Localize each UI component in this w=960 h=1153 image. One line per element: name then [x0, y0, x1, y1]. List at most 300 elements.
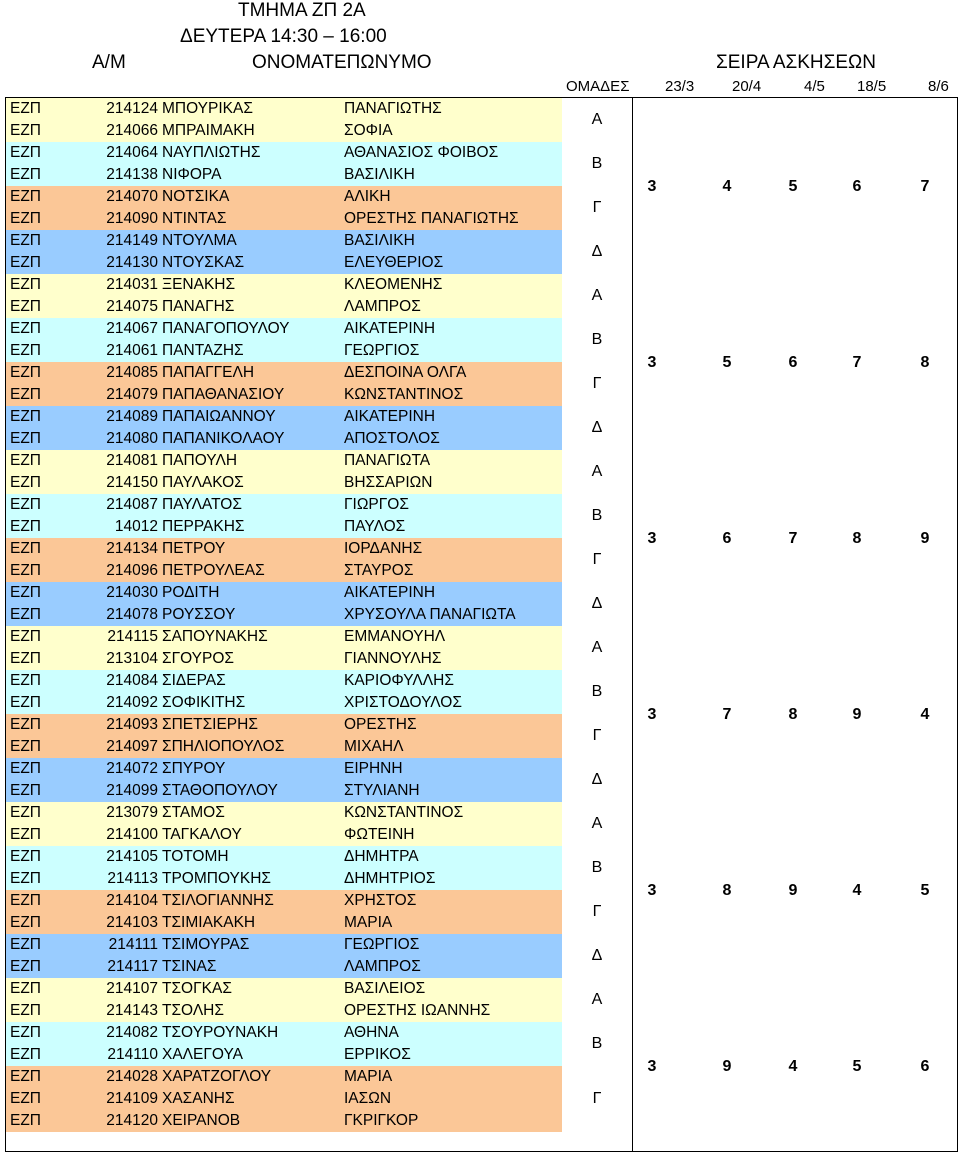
name-cell: ΑΘΗΝΑ [344, 1024, 399, 1041]
group-label: Α [591, 991, 603, 1008]
surname-cell: ΤΣΙΜΙΑΚΑΚΗ [162, 914, 256, 931]
surname-cell: ΝΑΥΠΛΙΩΤΗΣ [162, 144, 261, 161]
group-label: Α [591, 111, 603, 128]
series-value: 5 [852, 1058, 862, 1075]
dept-cell: ΕΖΠ [10, 738, 41, 755]
column-header-series: ΣΕΙΡΑ ΑΣΚΗΣΕΩΝ [716, 52, 876, 73]
dept-cell: ΕΖΠ [10, 848, 41, 865]
surname-cell: ΤΣΙΜΟΥΡΑΣ [162, 936, 250, 953]
table-row [6, 362, 562, 384]
date-header-2: 20/4 [732, 78, 762, 95]
table-row [6, 736, 562, 758]
name-cell: ΜΑΡΙΑ [344, 914, 393, 931]
am-cell: 214113 [107, 870, 158, 887]
series-value: 3 [647, 354, 657, 371]
surname-cell: ΧΑΛΕΓΟΥΑ [162, 1046, 243, 1063]
table-row [6, 648, 562, 670]
name-cell: ΓΕΩΡΓΙΟΣ [344, 342, 420, 359]
dept-cell: ΕΖΠ [10, 892, 41, 909]
dept-cell: ΕΖΠ [10, 562, 41, 579]
name-cell: ΣΤΑΥΡΟΣ [344, 562, 414, 579]
series-value: 9 [722, 1058, 732, 1075]
dept-cell: ΕΖΠ [10, 452, 41, 469]
surname-cell: ΧΑΡΑΤΖΟΓΛΟΥ [162, 1068, 272, 1085]
series-value: 7 [852, 354, 862, 371]
surname-cell: ΤΡΟΜΠΟΥΚΗΣ [162, 870, 271, 887]
surname-cell: ΠΑΠΟΥΛΗ [162, 452, 238, 469]
name-cell: ΟΡΕΣΤΗΣ [344, 716, 417, 733]
series-value: 7 [920, 178, 930, 195]
dept-cell: ΕΖΠ [10, 364, 41, 381]
am-cell: 214097 [106, 738, 158, 755]
table-row [6, 978, 562, 1000]
name-cell: ΚΛΕΟΜΕΝΗΣ [344, 276, 443, 293]
group-cell [562, 1066, 632, 1132]
am-cell: 214078 [106, 606, 158, 623]
series-row [632, 528, 957, 550]
series-value: 7 [788, 530, 798, 547]
table-row [6, 560, 562, 582]
name-cell: ΒΑΣΙΛΕΙΟΣ [344, 980, 426, 997]
name-cell: ΠΑΝΑΓΙΩΤΗΣ [344, 100, 442, 117]
table-row [6, 670, 562, 692]
am-cell: 214143 [106, 1002, 158, 1019]
am-cell: 214084 [106, 672, 158, 689]
dept-cell: ΕΖΠ [10, 1046, 41, 1063]
table-row [6, 846, 562, 868]
am-cell: 214111 [108, 936, 158, 953]
surname-cell: ΠΕΡΡΑΚΗΣ [162, 518, 245, 535]
group-cell [562, 670, 632, 714]
table-row [6, 164, 562, 186]
name-cell: ΑΘΑΝΑΣΙΟΣ ΦΟΙΒΟΣ [344, 144, 499, 161]
surname-cell: ΠΑΠΑΘΑΝΑΣΙΟΥ [162, 386, 285, 403]
group-label: Β [591, 507, 603, 524]
table-row [6, 318, 562, 340]
name-cell: ΑΛΙΚΗ [344, 188, 391, 205]
dept-cell: ΕΖΠ [10, 298, 41, 315]
page-title: ΤΜΗΜΑ ΖΠ 2Α [238, 0, 366, 21]
table-row [6, 142, 562, 164]
surname-cell: ΡΟΔΙΤΗ [162, 584, 220, 601]
table-row [6, 1000, 562, 1022]
group-cell [562, 890, 632, 934]
am-cell: 214150 [106, 474, 158, 491]
surname-cell: ΣΤΑΜΟΣ [162, 804, 225, 821]
group-cell [562, 450, 632, 494]
name-cell: ΧΡΗΣΤΟΣ [344, 892, 417, 909]
name-cell: ΕΜΜΑΝΟΥΗΛ [344, 628, 446, 645]
group-cell [562, 846, 632, 890]
series-value: 6 [788, 354, 798, 371]
am-cell: 213104 [106, 650, 158, 667]
dept-cell: ΕΖΠ [10, 782, 41, 799]
group-cell [562, 318, 632, 362]
group-label: Δ [591, 947, 603, 964]
table-border-right [957, 97, 958, 1152]
surname-cell: ΞΕΝΑΚΗΣ [162, 276, 236, 293]
series-row [632, 704, 957, 726]
dept-cell: ΕΖΠ [10, 1068, 41, 1085]
surname-cell: ΧΕΙΡΑΝΟΒ [162, 1112, 241, 1129]
am-cell: 214107 [106, 980, 158, 997]
group-cell [562, 186, 632, 230]
am-cell: 214079 [106, 386, 158, 403]
table-row [6, 1022, 562, 1044]
name-cell: ΚΩΝΣΤΑΝΤΙΝΟΣ [344, 386, 464, 403]
series-value: 6 [722, 530, 732, 547]
dept-cell: ΕΖΠ [10, 474, 41, 491]
am-cell: 214115 [107, 628, 158, 645]
series-row [632, 1056, 957, 1078]
table-row [6, 296, 562, 318]
surname-cell: ΤΣΙΝΑΣ [162, 958, 217, 975]
am-cell: 214064 [106, 144, 158, 161]
name-cell: ΙΑΣΩΝ [344, 1090, 392, 1107]
group-label: Α [591, 815, 603, 832]
surname-cell: ΜΠΟΥΡΙΚΑΣ [162, 100, 253, 117]
name-cell: ΛΑΜΠΡΟΣ [344, 298, 421, 315]
table-row [6, 472, 562, 494]
dept-cell: ΕΖΠ [10, 1024, 41, 1041]
dept-cell: ΕΖΠ [10, 584, 41, 601]
surname-cell: ΣΤΑΘΟΠΟΥΛΟΥ [162, 782, 278, 799]
group-label: Α [591, 639, 603, 656]
dept-cell: ΕΖΠ [10, 936, 41, 953]
name-cell: ΑΙΚΑΤΕΡΙΝΗ [344, 584, 436, 601]
name-cell: ΔΗΜΗΤΡΑ [344, 848, 419, 865]
am-cell: 214066 [106, 122, 158, 139]
group-cell [562, 714, 632, 758]
surname-cell: ΣΠΗΛΙΟΠΟΥΛΟΣ [162, 738, 285, 755]
dept-cell: ΕΖΠ [10, 276, 41, 293]
table-row [6, 340, 562, 362]
am-cell: 214110 [107, 1046, 158, 1063]
am-cell: 214134 [106, 540, 158, 557]
surname-cell: ΝΙΦΟΡΑ [162, 166, 222, 183]
surname-cell: ΤΣΟΛΗΣ [162, 1002, 224, 1019]
name-cell: ΑΙΚΑΤΕΡΙΝΗ [344, 320, 436, 337]
dept-cell: ΕΖΠ [10, 100, 41, 117]
name-cell: ΦΩΤΕΙΝΗ [344, 826, 415, 843]
series-value: 8 [920, 354, 930, 371]
am-cell: 214130 [106, 254, 158, 271]
dept-cell: ΕΖΠ [10, 672, 41, 689]
date-header-3: 4/5 [804, 78, 825, 95]
surname-cell: ΣΠΕΤΣΙΕΡΗΣ [162, 716, 258, 733]
am-cell: 214093 [106, 716, 158, 733]
surname-cell: ΣΙΔΕΡΑΣ [162, 672, 226, 689]
dept-cell: ΕΖΠ [10, 804, 41, 821]
surname-cell: ΠΑΠΑΓΓΕΛΗ [162, 364, 255, 381]
table-row [6, 274, 562, 296]
surname-cell: ΤΑΓΚΑΛΟΥ [162, 826, 242, 843]
group-cell [562, 538, 632, 582]
dept-cell: ΕΖΠ [10, 826, 41, 843]
group-cell [562, 274, 632, 318]
dept-cell: ΕΖΠ [10, 1112, 41, 1129]
group-cell [562, 582, 632, 626]
am-cell: 214105 [106, 848, 158, 865]
name-cell: ΑΠΟΣΤΟΛΟΣ [344, 430, 440, 447]
dept-cell: ΕΖΠ [10, 958, 41, 975]
table-row [6, 120, 562, 142]
series-value: 6 [920, 1058, 930, 1075]
name-cell: ΧΡΥΣΟΥΛΑ ΠΑΝΑΓΙΩΤΑ [344, 606, 516, 623]
name-cell: ΔΗΜΗΤΡΙΟΣ [344, 870, 436, 887]
dept-cell: ΕΖΠ [10, 144, 41, 161]
am-cell: 214031 [106, 276, 158, 293]
surname-cell: ΠΑΠΑΝΙΚΟΛΑΟΥ [162, 430, 285, 447]
name-cell: ΒΑΣΙΛΙΚΗ [344, 232, 415, 249]
name-cell: ΒΑΣΙΛΙΚΗ [344, 166, 415, 183]
name-cell: ΕΛΕΥΘΕΡΙΟΣ [344, 254, 444, 271]
table-row [6, 516, 562, 538]
surname-cell: ΠΑΠΑΙΩΑΝΝΟΥ [162, 408, 276, 425]
name-cell: ΙΟΡΔΑΝΗΣ [344, 540, 423, 557]
name-cell: ΜΑΡΙΑ [344, 1068, 393, 1085]
table-row [6, 780, 562, 802]
group-label: Γ [592, 1090, 602, 1107]
am-cell: 214117 [107, 958, 158, 975]
am-cell: 214075 [106, 298, 158, 315]
group-cell [562, 1022, 632, 1066]
group-label: Δ [591, 243, 603, 260]
dept-cell: ΕΖΠ [10, 606, 41, 623]
group-cell [562, 758, 632, 802]
surname-cell: ΤΣΙΛΟΓΙΑΝΝΗΣ [162, 892, 274, 909]
dept-cell: ΕΖΠ [10, 232, 41, 249]
name-cell: ΓΙΩΡΓΟΣ [344, 496, 409, 513]
group-label: Β [591, 683, 603, 700]
date-header-4: 18/5 [857, 78, 887, 95]
surname-cell: ΠΑΥΛΑΚΟΣ [162, 474, 244, 491]
table-row [6, 956, 562, 978]
table-row [6, 428, 562, 450]
dept-cell: ΕΖΠ [10, 914, 41, 931]
series-value: 6 [852, 178, 862, 195]
table-row [6, 582, 562, 604]
am-cell: 214072 [106, 760, 158, 777]
group-cell [562, 230, 632, 274]
dept-cell: ΕΖΠ [10, 122, 41, 139]
dept-cell: ΕΖΠ [10, 386, 41, 403]
am-cell: 214089 [106, 408, 158, 425]
group-cell [562, 362, 632, 406]
surname-cell: ΧΑΣΑΝΗΣ [162, 1090, 235, 1107]
table-row [6, 824, 562, 846]
surname-cell: ΝΟΤΣΙΚΑ [162, 188, 230, 205]
table-row [6, 890, 562, 912]
table-row [6, 714, 562, 736]
surname-cell: ΣΑΠΟΥΝΑΚΗΣ [162, 628, 268, 645]
series-value: 7 [722, 706, 732, 723]
group-cell [562, 142, 632, 186]
am-cell: 214103 [106, 914, 158, 931]
dept-cell: ΕΖΠ [10, 716, 41, 733]
table-row [6, 934, 562, 956]
dept-cell: ΕΖΠ [10, 166, 41, 183]
am-cell: 214096 [106, 562, 158, 579]
group-label: Β [591, 331, 603, 348]
table-row [6, 186, 562, 208]
surname-cell: ΣΓΟΥΡΟΣ [162, 650, 234, 667]
am-cell: 214087 [106, 496, 158, 513]
name-cell: ΧΡΙΣΤΟΔΟΥΛΟΣ [344, 694, 462, 711]
am-cell: 213079 [106, 804, 158, 821]
table-row [6, 1066, 562, 1088]
am-cell: 214080 [106, 430, 158, 447]
table-row [6, 384, 562, 406]
series-row [632, 176, 957, 198]
name-cell: ΕΡΡΙΚΟΣ [344, 1046, 411, 1063]
group-label: Δ [591, 771, 603, 788]
group-label: Γ [592, 727, 602, 744]
table-border-mid [632, 97, 633, 1152]
dept-cell: ΕΖΠ [10, 694, 41, 711]
table-row [6, 758, 562, 780]
table-row [6, 252, 562, 274]
table-row [6, 604, 562, 626]
series-value: 3 [647, 1058, 657, 1075]
am-cell: 214030 [106, 584, 158, 601]
group-label: Α [591, 463, 603, 480]
column-header-name: ΟΝΟΜΑΤΕΠΩΝΥΜΟ [252, 52, 432, 73]
series-row [632, 352, 957, 374]
surname-cell: ΤΣΟΓΚΑΣ [162, 980, 232, 997]
group-label: Γ [592, 375, 602, 392]
surname-cell: ΠΑΝΤΑΖΗΣ [162, 342, 244, 359]
surname-cell: ΝΤΙΝΤΑΣ [162, 210, 227, 227]
group-label: Α [591, 287, 603, 304]
dept-cell: ΕΖΠ [10, 650, 41, 667]
group-label: Γ [592, 199, 602, 216]
series-value: 9 [852, 706, 862, 723]
name-cell: ΔΕΣΠΟΙΝΑ ΟΛΓΑ [344, 364, 467, 381]
group-label: Β [591, 155, 603, 172]
table-row [6, 208, 562, 230]
dept-cell: ΕΖΠ [10, 496, 41, 513]
surname-cell: ΜΠΡΑΙΜΑΚΗ [162, 122, 255, 139]
am-cell: 214099 [106, 782, 158, 799]
series-value: 3 [647, 706, 657, 723]
dept-cell: ΕΖΠ [10, 210, 41, 227]
table-border-left [5, 97, 6, 1152]
table-border-top [5, 97, 958, 98]
group-cell [562, 494, 632, 538]
table-row [6, 494, 562, 516]
name-cell: ΣΤΥΛΙΑΝΗ [344, 782, 420, 799]
table-row [6, 1088, 562, 1110]
am-cell: 214067 [106, 320, 158, 337]
series-value: 5 [920, 882, 930, 899]
dept-cell: ΕΖΠ [10, 628, 41, 645]
am-cell: 214138 [106, 166, 158, 183]
surname-cell: ΠΑΥΛΑΤΟΣ [162, 496, 242, 513]
group-label: Β [591, 1035, 603, 1052]
date-header-5: 8/6 [928, 78, 949, 95]
dept-cell: ΕΖΠ [10, 1002, 41, 1019]
name-cell: ΟΡΕΣΤΗΣ ΙΩΑΝΝΗΣ [344, 1002, 491, 1019]
series-value: 8 [852, 530, 862, 547]
series-value: 3 [647, 178, 657, 195]
table-row [6, 802, 562, 824]
surname-cell: ΠΑΝΑΓΗΣ [162, 298, 235, 315]
surname-cell: ΣΠΥΡΟΥ [162, 760, 226, 777]
group-cell [562, 626, 632, 670]
dept-cell: ΕΖΠ [10, 254, 41, 271]
surname-cell: ΤΣΟΥΡΟΥΝΑΚΗ [162, 1024, 279, 1041]
surname-cell: ΠΕΤΡΟΥΛΕΑΣ [162, 562, 265, 579]
series-value: 5 [788, 178, 798, 195]
dept-cell: ΕΖΠ [10, 1090, 41, 1107]
dept-cell: ΕΖΠ [10, 320, 41, 337]
am-cell: 214104 [106, 892, 158, 909]
am-cell: 214082 [106, 1024, 158, 1041]
name-cell: ΟΡΕΣΤΗΣ ΠΑΝΑΓΙΩΤΗΣ [344, 210, 519, 227]
table-row [6, 692, 562, 714]
dept-cell: ΕΖΠ [10, 870, 41, 887]
am-cell: 214070 [106, 188, 158, 205]
group-label: Δ [591, 595, 603, 612]
surname-cell: ΣΟΦΙΚΙΤΗΣ [162, 694, 246, 711]
am-cell: 214085 [106, 364, 158, 381]
group-label: Β [591, 859, 603, 876]
table-row [6, 626, 562, 648]
surname-cell: ΤΟΤΟΜΗ [162, 848, 229, 865]
surname-cell: ΝΤΟΥΣΚΑΣ [162, 254, 245, 271]
table-row [6, 1110, 562, 1132]
name-cell: ΚΑΡΙΟΦΥΛΛΗΣ [344, 672, 454, 689]
am-cell: 214124 [106, 100, 158, 117]
name-cell: ΑΙΚΑΤΕΡΙΝΗ [344, 408, 436, 425]
dept-cell: ΕΖΠ [10, 430, 41, 447]
am-cell: 214149 [106, 232, 158, 249]
series-value: 4 [852, 882, 862, 899]
am-cell: 214028 [106, 1068, 158, 1085]
name-cell: ΚΩΝΣΤΑΝΤΙΝΟΣ [344, 804, 464, 821]
table-row [6, 538, 562, 560]
am-cell: 214092 [106, 694, 158, 711]
name-cell: ΓΙΑΝΝΟΥΛΗΣ [344, 650, 442, 667]
name-cell: ΛΑΜΠΡΟΣ [344, 958, 421, 975]
name-cell: ΠΑΥΛΟΣ [344, 518, 406, 535]
group-label: Γ [592, 903, 602, 920]
name-cell: ΒΗΣΣΑΡΙΩΝ [344, 474, 433, 491]
name-cell: ΠΑΝΑΓΙΩΤΑ [344, 452, 431, 469]
surname-cell: ΡΟΥΣΣΟΥ [162, 606, 236, 623]
surname-cell: ΝΤΟΥΛΜΑ [162, 232, 237, 249]
series-value: 5 [722, 354, 732, 371]
series-value: 9 [788, 882, 798, 899]
series-value: 8 [788, 706, 798, 723]
series-row [632, 880, 957, 902]
series-value: 3 [647, 882, 657, 899]
table-row [6, 230, 562, 252]
name-cell: ΓΕΩΡΓΙΟΣ [344, 936, 420, 953]
surname-cell: ΠΑΝΑΓΟΠΟΥΛΟΥ [162, 320, 290, 337]
dept-cell: ΕΖΠ [10, 760, 41, 777]
group-label: Γ [592, 551, 602, 568]
am-cell: 214081 [106, 452, 158, 469]
date-header-1: 23/3 [665, 78, 695, 95]
name-cell: ΕΙΡΗΝΗ [344, 760, 403, 777]
table-row [6, 98, 562, 120]
am-cell: 214061 [106, 342, 158, 359]
group-cell [562, 978, 632, 1022]
table-row [6, 912, 562, 934]
am-cell: 14012 [114, 518, 158, 535]
